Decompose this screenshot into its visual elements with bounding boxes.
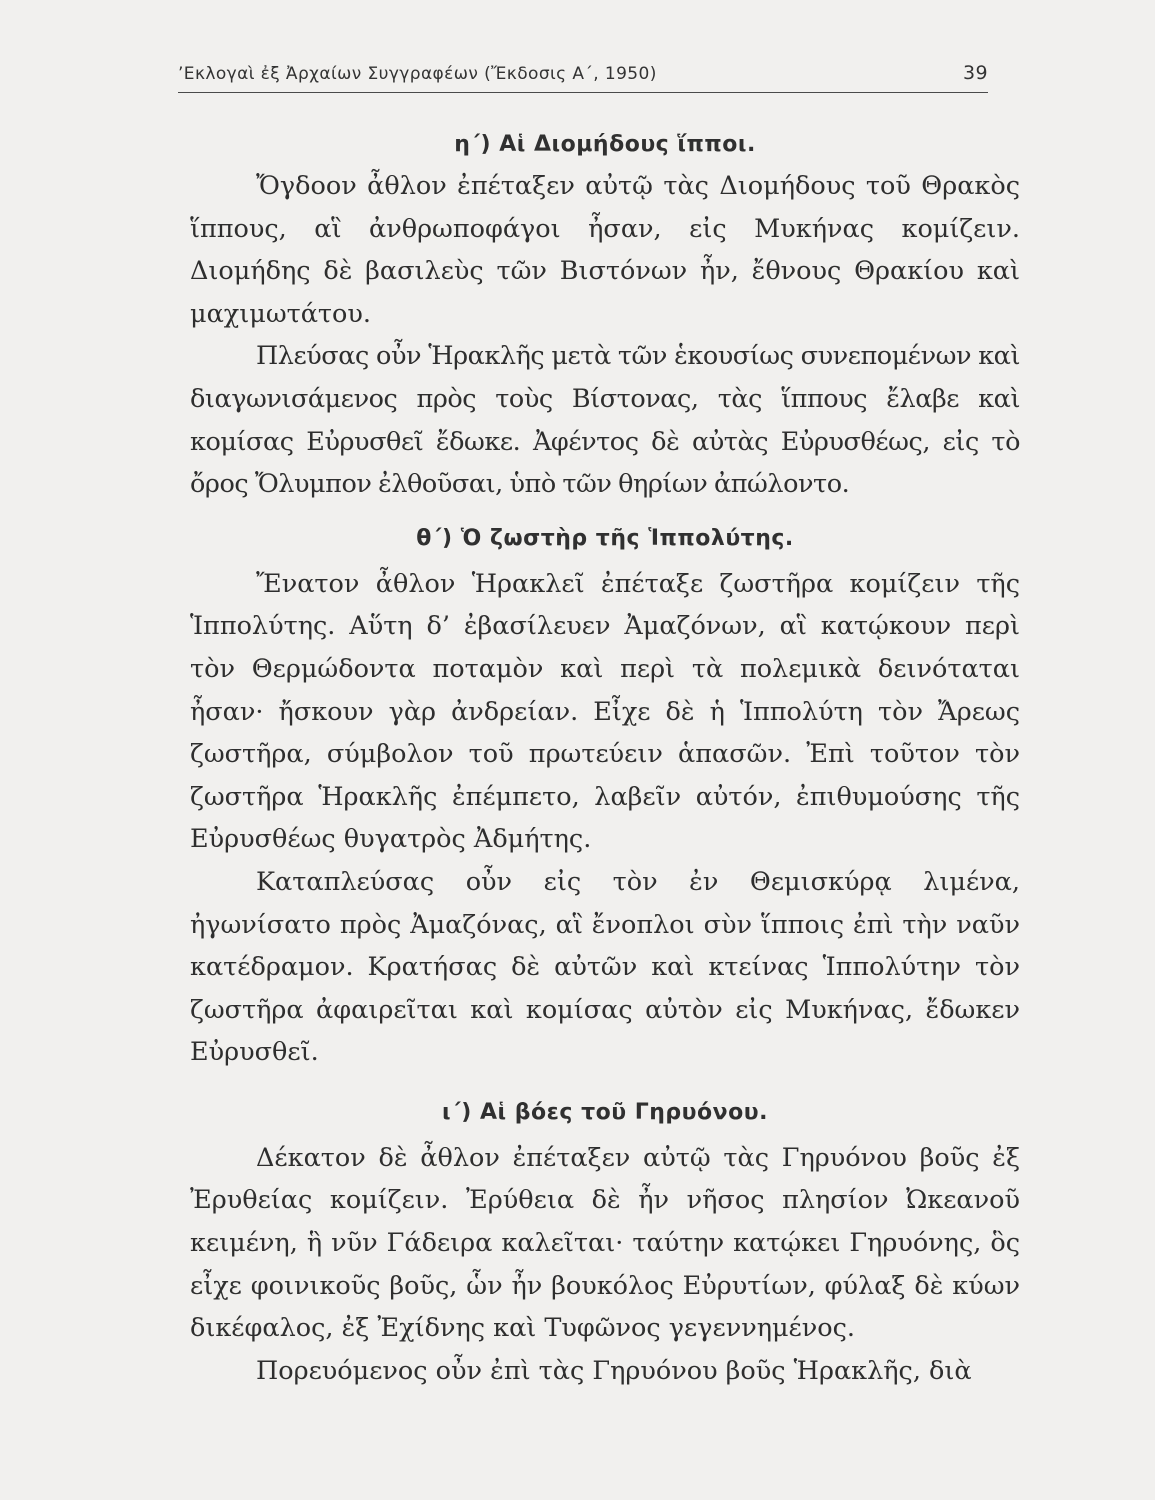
section-title-eta: η΄) Αἱ Διομήδους ἵπποι. [454, 132, 756, 157]
running-title: ’Εκλογαὶ ἐξ Ἀρχαίων Συγγραφέων (Ἔκδοσις Α΄, 1950) [178, 64, 657, 84]
body-text [190, 124, 1020, 1392]
section-title-theta: θ΄) Ὁ ζωστὴρ τῆς Ἱππολύτης. [416, 525, 794, 551]
paragraph: Ὄγδοον ἆθλον ἐπέταξεν αὐτῷ τὰς Διομήδους τοῦ Θρακὸς ἵππους, αἳ ἀνθρωποφάγοι ἦσαν, εἰς Μυκήνας κομίζειν. Διομήδης δὲ βασιλεὺς τῶν Βιστόνων ἦν, ἔθνους Θρακίου καὶ μαχιμωτάτου. [190, 171, 1020, 329]
paragraph: Δέκατον δὲ ἆθλον ἐπέταξεν αὐτῷ τὰς Γηρυόνου βοῦς ἐξ Ἐρυθείας κομίζειν. Ἐρύθεια δὲ ἦν νῆσος πλησίον Ὠκεανοῦ κειμένη, ἣ νῦν Γάδειρα καλεῖται· ταύτην κατῴκει Γηρυόνης, ὃς εἶχε φοινικοῦς βοῦς, ὧν ἦν βουκόλος Εὐρυτίων, φύλαξ δὲ κύων δικέφαλος, ἐξ Ἐχίδνης καὶ Τυφῶνος γεγεννημένος. [190, 1142, 1020, 1344]
paragraph: Ἔνατον ἆθλον Ἡρακλεῖ ἐπέταξε ζωστῆρα κομίζειν τῆς Ἱππολύτης. Αὕτη δ’ ἐβασίλευεν Ἀμαζόνων, αἳ κατῴκουν περὶ τὸν Θερμώδοντα ποταμὸν καὶ περὶ τὰ πολεμικὰ δεινόταται ἦσαν· ἤσκουν γὰρ ἀνδρείαν. Εἶχε δὲ ἡ Ἱππολύτη τὸν Ἄρεως ζωστῆρα, σύμβολον τοῦ πρωτεύειν ἁπασῶν. Ἐπὶ τοῦτον τὸν ζωστῆρα Ἡρακλῆς ἐπέμπετο, λαβεῖν αὐτόν, ἐπιθυμούσης τῆς Εὐρυσθέως θυγατρὸς Ἀδμήτης. [190, 568, 1020, 855]
paragraph: Πορευόμενος οὖν ἐπὶ τὰς Γηρυόνου βοῦς Ἡρακλῆς, διὰ [256, 1355, 972, 1386]
page-number: 39 [963, 62, 988, 84]
paragraph: Πλεύσας οὖν Ἡρακλῆς μετὰ τῶν ἑκουσίως συνεπομένων καὶ διαγωνισάμενος πρὸς τοὺς Βίστονας, τὰς ἵππους ἔλαβε καὶ κομίσας Εὐρυσθεῖ ἔδωκε. Ἀφέντος δὲ αὐτὰς Εὐρυσθέως, εἰς τὸ ὄρος Ὄλυμπον ἐλθοῦσαι, ὑπὸ τῶν θηρίων ἀπώλοντο. [190, 341, 1020, 500]
section-title-iota: ι΄) Αἱ βόες τοῦ Γηρυόνου. [442, 1099, 768, 1125]
paragraph: Καταπλεύσας οὖν εἰς τὸν ἐν Θεμισκύρᾳ λιμένα, ἠγωνίσατο πρὸς Ἀμαζόνας, αἳ ἔνοπλοι σὺν ἵπποις ἐπὶ τὴν ναῦν κατέδραμον. Κρατήσας δὲ αὐτῶν καὶ κτείνας Ἱππολύτην τὸν ζωστῆρα ἀφαιρεῖται καὶ κομίσας αὐτὸν εἰς Μυκήνας, ἔδωκεν Εὐρυσθεῖ. [190, 866, 1020, 1068]
page-header [178, 62, 988, 93]
